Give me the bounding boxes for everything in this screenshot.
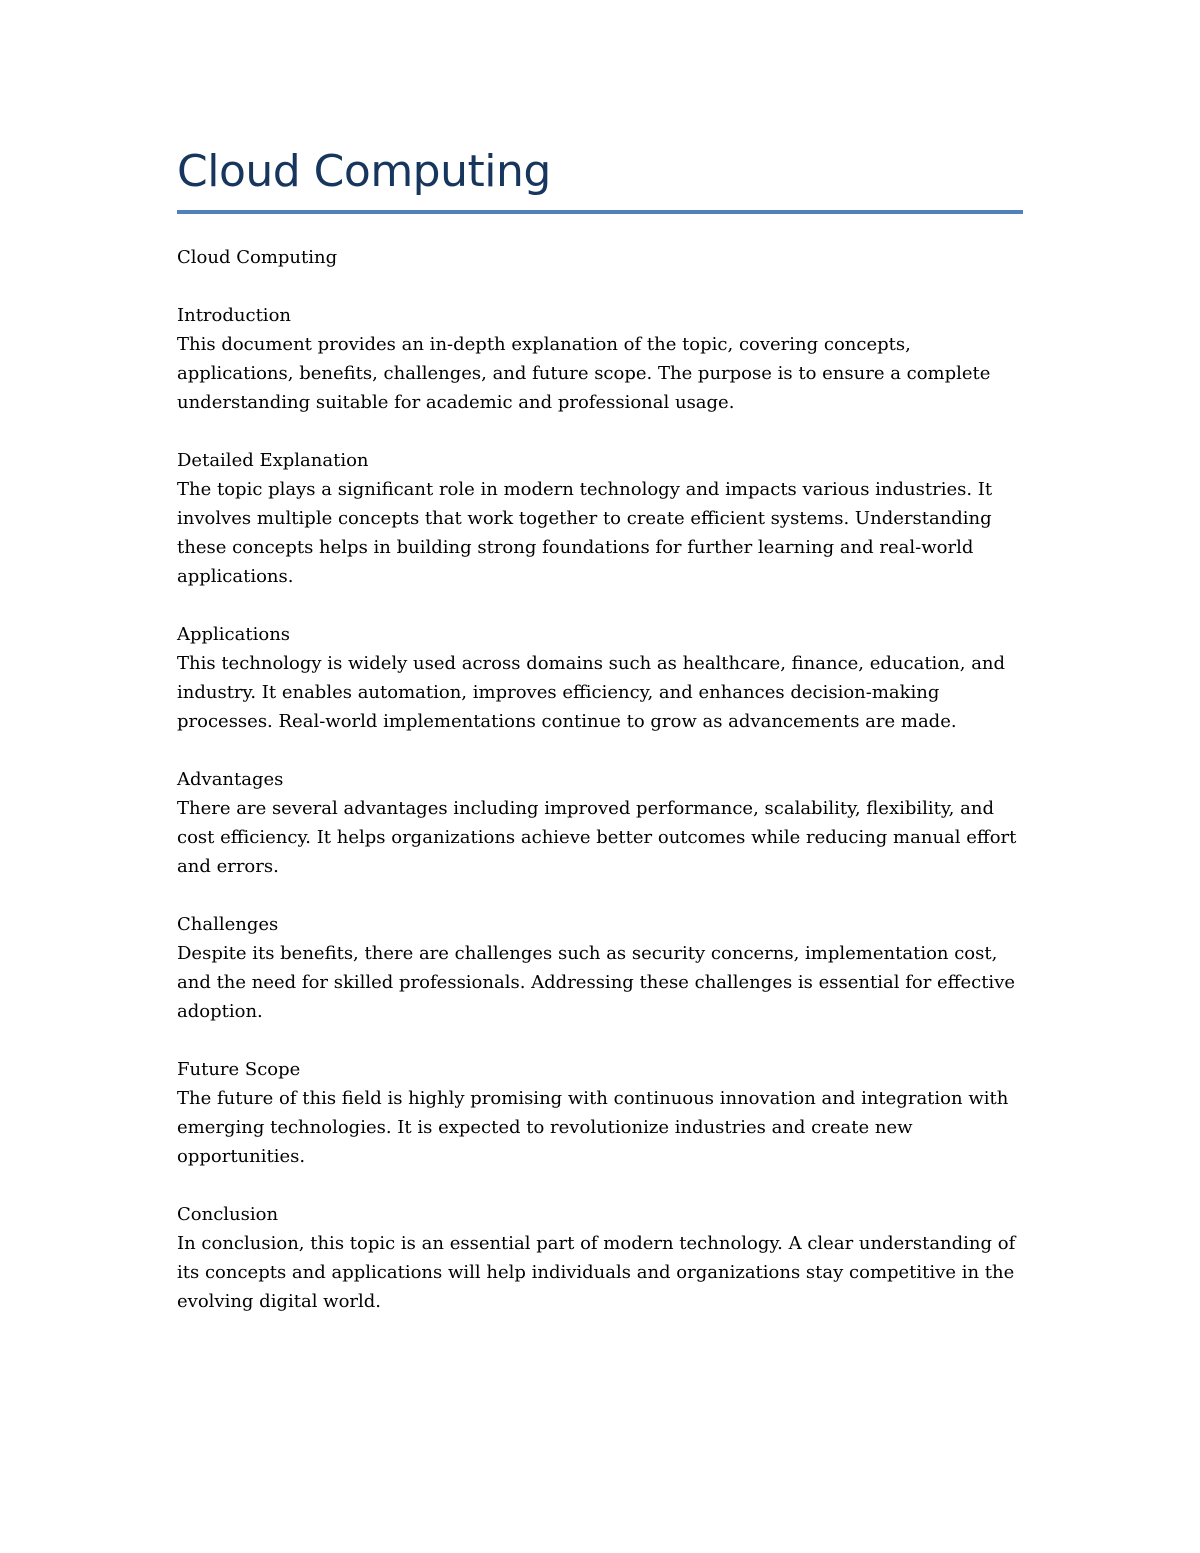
section-detailed-explanation (177, 446, 1023, 591)
document-body (177, 243, 1023, 1316)
section-paragraph: This technology is widely used across domains such as healthcare, finance, education, and industry. It enables automation, improves efficiency, and enhances decision-making processes. Real-world implementations continue to grow as advancements are made. (177, 653, 1006, 732)
section-paragraph: The topic plays a significant role in modern technology and impacts various industries. It involves multiple concepts that work together to create efficient systems. Understanding these concepts helps in building strong foundations for further learning and real-world applications. (177, 479, 993, 587)
document-title: Cloud Computing (177, 146, 551, 197)
section-heading: Applications (177, 624, 291, 645)
section-paragraph: In conclusion, this topic is an essential part of modern technology. A clear understanding of its concepts and applications will help individuals and organizations stay competitive in the evolving digital world. (177, 1233, 1016, 1312)
section-heading: Future Scope (177, 1059, 301, 1080)
section-introduction (177, 301, 1023, 417)
document-subtitle: Cloud Computing (177, 247, 338, 268)
section-future-scope (177, 1055, 1023, 1171)
section-paragraph: This document provides an in-depth explanation of the topic, covering concepts, applications, benefits, challenges, and future scope. The purpose is to ensure a complete understanding suitable for academic and professional usage. (177, 334, 991, 413)
section-heading: Introduction (177, 305, 291, 326)
section-conclusion (177, 1200, 1023, 1316)
section-challenges (177, 910, 1023, 1026)
section-paragraph: Despite its benefits, there are challenges such as security concerns, implementation cost, and the need for skilled professionals. Addressing these challenges is essential for effective adoption. (177, 943, 1016, 1022)
section-paragraph: The future of this field is highly promising with continuous innovation and integration with emerging technologies. It is expected to revolutionize industries and create new opportunities. (177, 1088, 1009, 1167)
section-heading: Conclusion (177, 1204, 279, 1225)
section-heading: Detailed Explanation (177, 450, 369, 471)
section-heading: Advantages (177, 769, 284, 790)
title-underline-rule (177, 210, 1023, 214)
section-paragraph: There are several advantages including improved performance, scalability, flexibility, and cost efficiency. It helps organizations achieve better outcomes while reducing manual effort and errors. (177, 798, 1017, 877)
section-advantages (177, 765, 1023, 881)
section-applications (177, 620, 1023, 736)
document-page (177, 140, 1023, 1345)
section-heading: Challenges (177, 914, 279, 935)
